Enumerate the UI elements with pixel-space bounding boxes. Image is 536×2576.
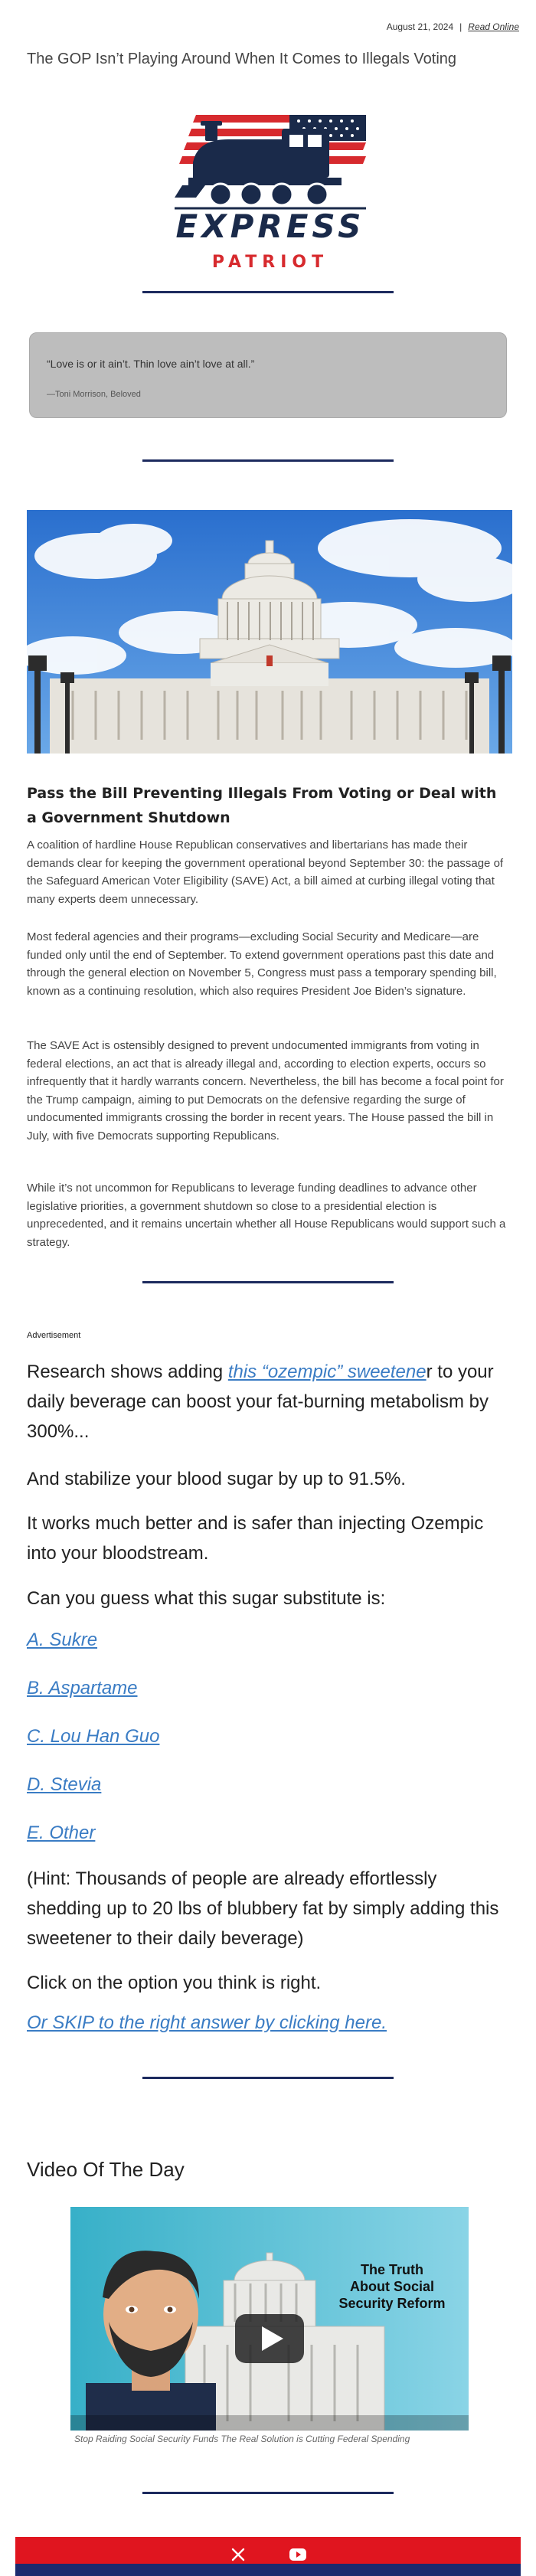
logo-word-express: EXPRESS [175,208,365,245]
video-section-title: Video Of The Day [27,2158,185,2181]
read-online-link[interactable]: Read Online [468,21,519,32]
section-divider [142,459,394,462]
article-paragraph: Most federal agencies and their programs—excluding Social Security and Medicare—are funded only until the end of September. To extend government operations past this date and through the general election on November 5, Congress must pass a temporary spending bill, known as a continuing resolution, which also requires President Joe Biden’s signature. [27,930,497,998]
ad-text-pre: Research shows adding [27,1362,228,1382]
quote-attribution: —Toni Morrison, Beloved [47,390,141,399]
article-paragraph: The SAVE Act is ostensibly designed to prevent undocumented immigrants from voting in federal elections, an act that is already illegal and, according to election experts, occurs so infrequently that it hardly warrants concern. Nevertheless, the bill has become a focal point for the Trump campaign, aiming to put Democrats on the defensive regarding the surge of undocumented immigrants crossing the border in recent years. The House passed the bill in July, with five Democrats supporting Republicans. [27,1039,504,1143]
logo-word-patriot: PATRIOT [211,253,329,272]
quote-box [29,332,507,418]
capitol-building-image [27,510,512,754]
header-meta [387,21,519,32]
section-divider [142,1281,394,1283]
skip-answer-link[interactable]: Or SKIP to the right answer by clicking here. [27,2012,387,2033]
ad-paragraph-3: It works much better and is safer than injecting Ozempic into your bloodstream. [27,1513,484,1564]
section-divider [142,2492,394,2494]
capitol-hero-image[interactable] [27,510,512,754]
thumb-heading-line-3: Security Reform [338,2296,446,2311]
video-thumbnail[interactable] [70,2207,469,2431]
ad-paragraph-1 [27,1357,512,1447]
article-paragraph: While it’s not uncommon for Republicans to leverage funding deadlines to advance other legislative priorities, a government shutdown so close to a presidential election is unprecedented, and it remains uncertain whether all House Republicans would support such a strategy. [27,1182,506,1249]
option-e-link[interactable]: E. Other [27,1822,96,1843]
play-button-icon [235,2314,304,2363]
meta-separator: | [459,21,462,32]
sweetener-link[interactable]: this “ozempic” sweetene [227,1362,427,1382]
option-c-link[interactable]: C. Lou Han Guo [27,1726,160,1747]
ad-click-prompt: Click on the option you think is right. [27,1973,322,1993]
option-a-link[interactable]: A. Sukre [27,1630,98,1650]
ad-text-post: r to your daily beverage can boost your fat-burning metabolism by 300%... [27,1362,494,1442]
quote-text: “Love is or it ain’t. Thin love ain’t love at all.” [47,358,255,370]
top-headline: The GOP Isn’t Playing Around When It Comes to Illegals Voting [27,51,457,67]
option-d-link[interactable]: D. Stevia [27,1774,102,1795]
youtube-icon[interactable] [288,2545,308,2565]
thumb-heading-line-2: About Social [349,2279,435,2294]
ad-paragraph-4: Can you guess what this sugar substitute is: [27,1588,386,1609]
x-icon[interactable] [228,2545,248,2565]
thumb-heading-line-1: The Truth [361,2262,423,2277]
article-title: Pass the Bill Preventing Illegals From Voting or Deal with a Government Shutdown [27,785,497,826]
section-divider [142,2077,394,2079]
video-thumbnail-image [70,2207,469,2431]
advertisement-label: Advertisement [27,1331,81,1340]
video-caption: Stop Raiding Social Security Funds The Real Solution is Cutting Federal Spending [74,2434,410,2444]
footer-bottom-bar [15,2564,521,2576]
option-b-link[interactable]: B. Aspartame [27,1678,138,1698]
article-paragraph: A coalition of hardline House Republican conservatives and libertarians has made their demands clear for keeping the government operational beyond September 30: the passage of the Safeguard American Voter Eligibility (SAVE) Act, a bill aimed at curbing illegal voting that many experts deem unnecessary. [27,839,504,906]
issue-date: August 21, 2024 [386,21,454,32]
ad-paragraph-2: And stabilize your blood sugar by up to 91.5%. [27,1469,406,1489]
ad-hint: (Hint: Thousands of people are already effortlessly shedding up to 20 lbs of blubbery fat by simply adding this sweetener to their daily beverage) [27,1868,499,1949]
section-divider [142,291,394,293]
